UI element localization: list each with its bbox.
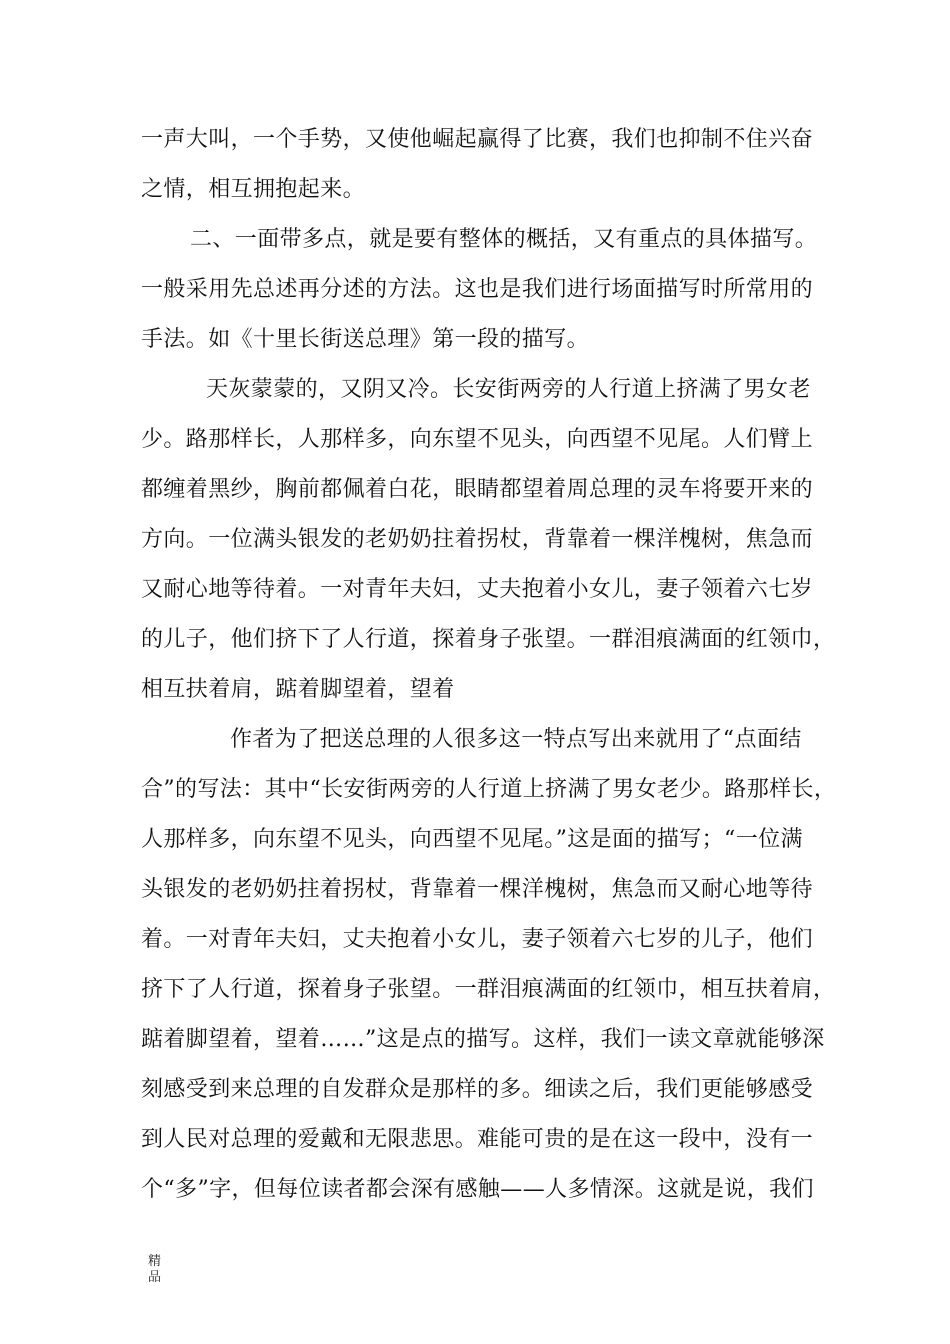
text-line: 踮着脚望着，望着……”这是点的描写。这样，我们一读文章就能够深 [141, 1027, 825, 1052]
text-line: 方向。一位满头银发的老奶奶拄着拐杖，背靠着一棵洋槐树，焦急而 [141, 527, 814, 552]
text-line: 之情，相互拥抱起来。 [141, 177, 366, 202]
text-line: 人那样多，向东望不见头，向西望不见尾。”这是面的描写；“一位满 [141, 827, 803, 852]
text-line: 一声大叫，一个手势，又使他崛起赢得了比赛，我们也抑制不住兴奋 [141, 127, 814, 152]
text-line: 天灰蒙蒙的，又阴又冷。长安街两旁的人行道上挤满了男女老 [206, 377, 811, 402]
footer-mark: 精品 [148, 1254, 162, 1285]
text-line: 着。一对青年夫妇，丈夫抱着小女儿，妻子领着六七岁的儿子，他们 [141, 927, 814, 952]
text-line: 手法。如《十里长街送总理》第一段的描写。 [141, 327, 590, 352]
text-line: 头银发的老奶奶拄着拐杖，背靠着一棵洋槐树，焦急而又耐心地等待 [141, 877, 814, 902]
text-line: 的儿子，他们挤下了人行道，探着身子张望。一群泪痕满面的红领巾， [141, 627, 836, 652]
text-line: 刻感受到来总理的自发群众是那样的多。细读之后，我们更能够感受 [141, 1077, 814, 1102]
text-line: 作者为了把送总理的人很多这一特点写出来就用了“点面结 [230, 727, 802, 752]
text-line: 一般采用先总述再分述的方法。这也是我们进行场面描写时所常用的 [141, 277, 814, 302]
text-line: 少。路那样长，人那样多，向东望不见头，向西望不见尾。人们臂上 [141, 427, 814, 452]
text-line: 到人民对总理的爱戴和无限悲思。难能可贵的是在这一段中，没有一 [141, 1127, 814, 1152]
text-line: 又耐心地等待着。一对青年夫妇，丈夫抱着小女儿，妻子领着六七岁 [141, 577, 814, 602]
text-line: 个“多”字，但每位读者都会深有感触——人多情深。这就是说，我们 [141, 1177, 814, 1202]
text-line: 挤下了人行道，探着身子张望。一群泪痕满面的红领巾，相互扶着肩， [141, 977, 836, 1002]
text-line: 相互扶着肩，踮着脚望着，望着 [141, 677, 455, 702]
text-line: 都缠着黑纱，胸前都佩着白花，眼睛都望着周总理的灵车将要开来的 [141, 477, 814, 502]
text-line: 二、一面带多点，就是要有整体的概括，又有重点的具体描写。 [190, 227, 818, 252]
text-line: 合”的写法：其中“长安街两旁的人行道上挤满了男女老少。路那样长， [141, 777, 837, 802]
